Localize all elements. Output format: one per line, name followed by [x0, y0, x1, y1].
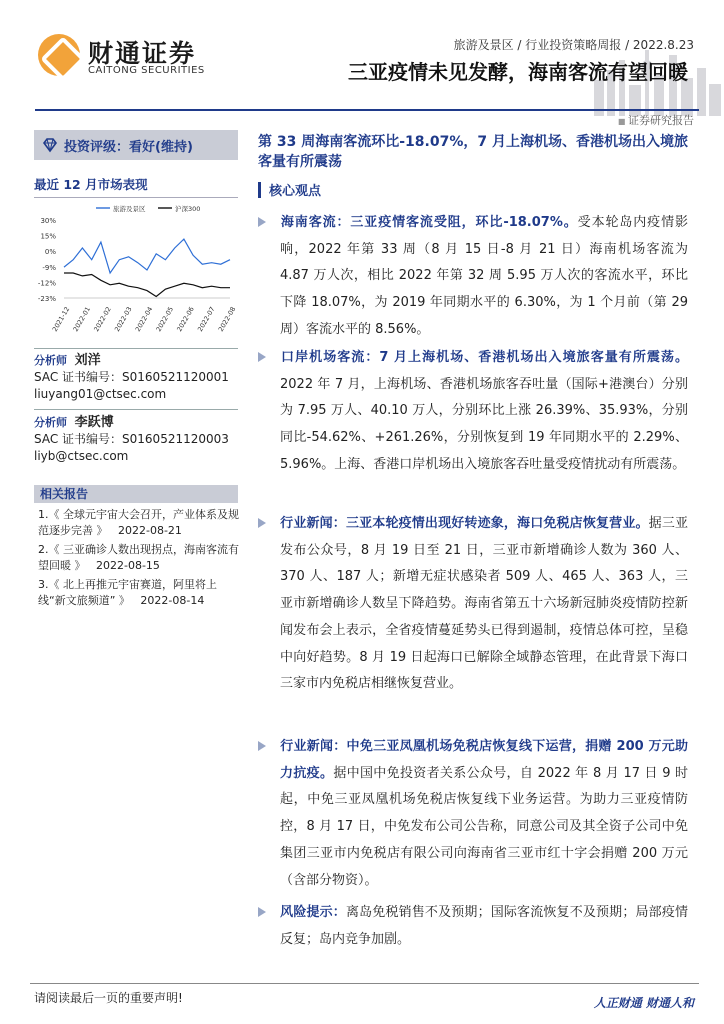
related-report-text: 1.《 全球元宇宙大会召开，产业体系及规范逐步完善 》	[38, 508, 239, 537]
header-divider	[35, 109, 699, 111]
bullet-icon	[258, 217, 266, 227]
x-tick-label: 2022-04	[133, 305, 155, 333]
y-tick-label: -9%	[42, 263, 56, 272]
analyst-email[interactable]: liuyang01@ctsec.com	[34, 387, 167, 401]
disclaimer-notice: 请阅读最后一页的重要声明!	[34, 991, 183, 1005]
paragraph-hainan-traffic	[280, 210, 688, 344]
logo-name-en: CAITONG SECURITIES	[88, 65, 205, 76]
logo-name-cn: 财通证券	[88, 39, 197, 68]
core-viewpoint-label: 核心观点	[269, 184, 322, 199]
analyst-divider	[34, 348, 238, 349]
paragraph-body: 离岛免税销售不及预期；国际客流恢复不及预期；局部疫情反复；岛内竞争加剧。	[280, 905, 688, 947]
core-viewpoint-heading	[258, 180, 688, 199]
paragraph-body: 2022 年 7 月，上海机场、香港机场旅客吞吐量（国际+港澳台）分别为 7.95 万人、40.10 万人，分别环比上涨 26.39%、35.93%，分别同比-54.62%、+261.26%，分别恢复到 19 年同期水平的 2.29%、5.96%。上海、香港口岸机场出入境旅客吞吐量受疫情扰动有所震荡。	[280, 376, 688, 472]
y-tick-label: 0%	[44, 248, 56, 257]
y-tick-label: 15%	[40, 232, 56, 241]
x-tick-label: 2022-03	[113, 305, 134, 333]
main-content	[258, 132, 688, 199]
y-tick-label: -23%	[37, 295, 56, 303]
analyst-divider	[34, 409, 238, 410]
paragraph-sanya-news	[280, 511, 688, 698]
heading-bar	[258, 182, 261, 198]
related-reports-title: 相关报告	[34, 485, 238, 503]
related-report-date: 2022-08-14	[140, 594, 205, 607]
bullet-icon	[258, 741, 266, 751]
related-reports-list	[38, 507, 244, 612]
legend-label: 沪深300	[175, 205, 201, 213]
analyst-name: 李跃博	[74, 415, 114, 430]
main-headline: 第 33 周海南客流环比-18.07%，7 月上海机场、香港机场出入境旅客量有所震荡	[258, 134, 688, 170]
analyst-role: 分析师	[34, 416, 67, 429]
rating-text: 投资评级：看好(维持)	[64, 139, 193, 155]
market-performance-chart	[34, 198, 238, 366]
report-type-tag: ■ 证券研究报告	[618, 112, 694, 128]
paragraph-cdf-news	[280, 734, 688, 894]
logo-mark-icon	[38, 34, 80, 76]
analyst-sac: SAC 证书编号：S0160521120001	[34, 370, 229, 384]
x-tick-label: 2022-07	[196, 305, 217, 333]
analyst-email[interactable]: liyb@ctsec.com	[34, 449, 129, 463]
x-tick-label: 2022-06	[175, 305, 196, 333]
x-tick-label: 2022-02	[92, 305, 113, 333]
paragraph-lead: 行业新闻：中免三亚凤凰机场免税店恢复线下运营，捐赠 200 万元助力抗疫。	[280, 739, 688, 781]
market-chart-title: 最近 12 月市场表现	[34, 175, 238, 198]
report-title: 三亚疫情未见发酵，海南客流有望回暖	[348, 60, 688, 84]
paragraph-lead: 行业新闻：三亚本轮疫情出现好转迹象，海口免税店恢复营业。	[280, 516, 649, 531]
legend-label: 旅游及景区	[113, 205, 146, 213]
x-tick-label: 2022-05	[154, 305, 176, 333]
paragraph-port-traffic	[280, 345, 688, 479]
footer-slogan: 人正财通 财通人和	[593, 996, 694, 1010]
footer-divider	[30, 983, 699, 984]
analyst-role: 分析师	[34, 354, 67, 367]
bullet-icon	[258, 518, 266, 528]
diamond-icon	[42, 137, 58, 153]
rating-box	[34, 130, 238, 160]
bullet-icon	[258, 352, 266, 362]
y-tick-label: -12%	[37, 279, 56, 288]
related-report-text: 2.《 三亚确诊人数出现拐点，海南客流有望回暖 》	[38, 543, 239, 572]
analyst-2	[34, 414, 238, 465]
related-report-item[interactable]	[38, 542, 244, 574]
sidebar	[34, 130, 239, 607]
x-tick-label: 2022-01	[71, 305, 93, 333]
related-report-date: 2022-08-21	[118, 524, 182, 537]
related-report-date: 2022-08-15	[96, 559, 160, 572]
x-tick-label: 2022-08	[216, 305, 238, 333]
analyst-sac: SAC 证书编号：S0160521120003	[34, 432, 229, 446]
company-logo	[38, 34, 238, 84]
series-line	[64, 239, 230, 273]
paragraph-risk	[280, 900, 688, 953]
paragraph-body: 受本轮岛内疫情影响，2022 年第 33 周（8 月 15 日-8 月 21 日）海南机场客流为 4.87 万人次，相比 2022 年第 32 周 5.95 万人次的客流水平，环比下降 18.07%，为 2019 年同期水平的 6.30%，为 1 个月前（第 29 周）客流水平的 8.56%。	[280, 215, 688, 337]
paragraph-body: 据中国中免投资者关系公众号，自 2022 年 8 月 17 日 9 时起，中免三亚凤凰机场免税店恢复线下业务运营。为助力三亚疫情防控，8 月 17 日，中免发布公司公告称，同意公司及其全资子公司中免集团三亚市内免税店有限公司向海南省三亚市红十字会捐赠 200 万元（含部分物资）。	[280, 765, 688, 888]
paragraph-lead: 海南客流：三亚疫情客流受阻，环比-18.07%。	[280, 215, 578, 230]
y-tick-label: 30%	[40, 217, 56, 225]
paragraph-lead: 口岸机场客流：7 月上海机场、香港机场出入境旅客量有所震荡。	[280, 350, 688, 365]
series-line	[64, 273, 230, 297]
related-report-text: 3.《 北上再推元宇宙赛道，阿里将上线“新文旅频道” 》	[38, 578, 217, 607]
related-report-item[interactable]	[38, 577, 244, 609]
report-meta: 旅游及景区 / 行业投资策略周报 / 2022.8.23	[453, 38, 694, 52]
bullet-icon	[258, 907, 266, 917]
x-tick-label: 2021-12	[50, 305, 72, 333]
paragraph-body: 据三亚发布公众号，8 月 19 日至 21 日，三亚市新增确诊人数为 360 人、370 人、187 人；新增无症状感染者 509 人、465 人、363 人，三亚市新增确诊人数呈下降趋势。海南省第五十六场新冠肺炎疫情防控新闻发布会上表示，全省疫情蔓延势头已得到遏制，疫情总体可控，呈稳中向好趋势。8 月 19 日起海口已解除全域静态管理，在此背景下海口三家市内免税店相继恢复营业。	[280, 516, 688, 692]
related-report-item[interactable]	[38, 507, 244, 539]
paragraph-lead: 风险提示：	[280, 905, 346, 920]
analyst-1	[34, 352, 238, 403]
analyst-name: 刘洋	[74, 353, 101, 368]
